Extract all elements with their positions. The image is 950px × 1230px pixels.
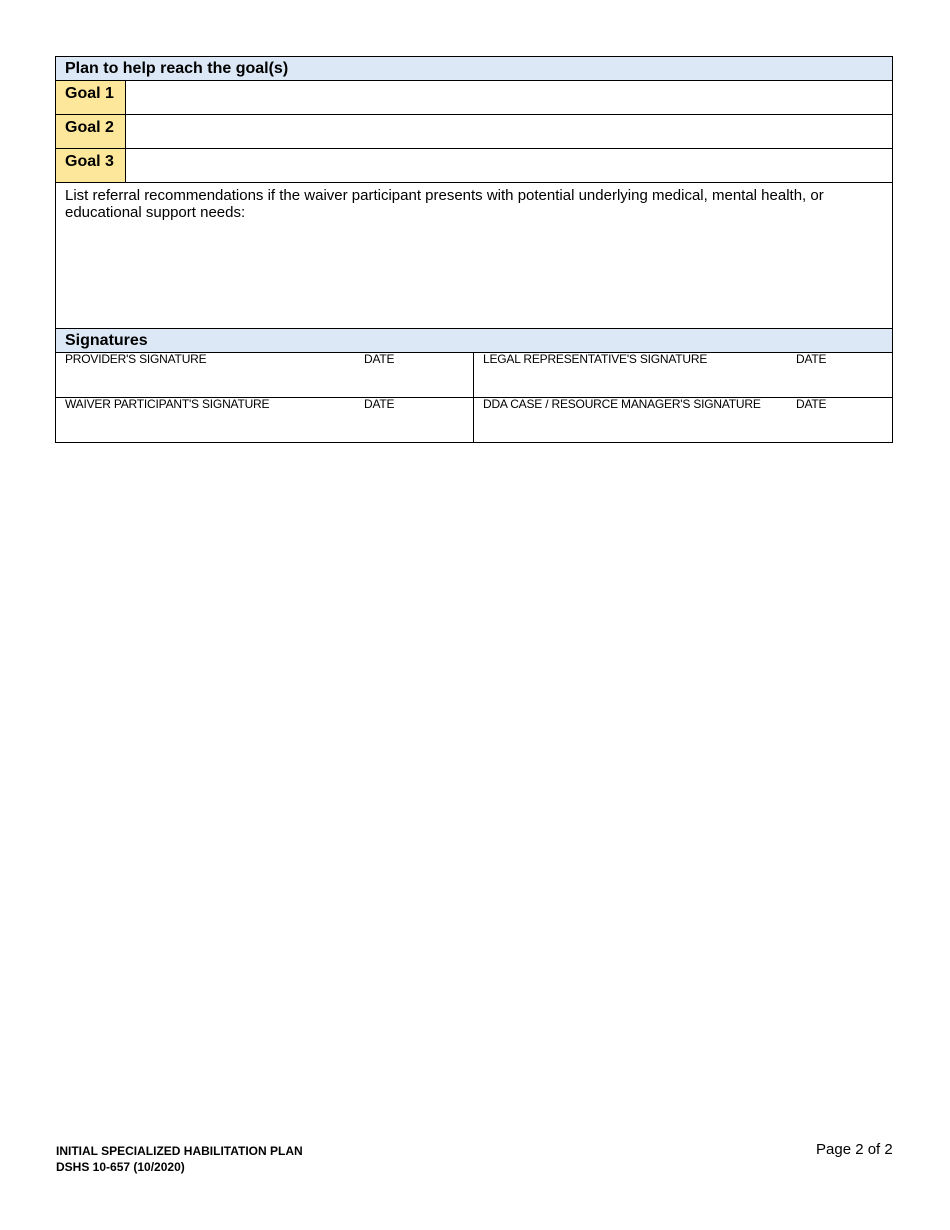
footer-form-title: INITIAL SPECIALIZED HABILITATION PLAN xyxy=(56,1144,303,1158)
participant-signature-field[interactable] xyxy=(56,398,474,442)
participant-signature-label: WAIVER PARTICIPANT'S SIGNATURE xyxy=(65,397,270,411)
signatures-section-header: Signatures xyxy=(56,329,892,353)
participant-date-label: DATE xyxy=(364,397,395,411)
plan-section-header: Plan to help reach the goal(s) xyxy=(56,57,892,81)
page-number: Page 2 of 2 xyxy=(816,1141,893,1158)
goal-1-label: Goal 1 xyxy=(56,81,126,114)
signature-row xyxy=(56,398,892,442)
provider-signature-label: PROVIDER'S SIGNATURE xyxy=(65,352,207,366)
goal-1-field[interactable] xyxy=(126,81,892,114)
goal-3-label: Goal 3 xyxy=(56,149,126,182)
goal-2-label: Goal 2 xyxy=(56,115,126,148)
goal-3-field[interactable] xyxy=(126,149,892,182)
legal-representative-signature-field[interactable] xyxy=(474,353,892,397)
referral-recommendations-field[interactable] xyxy=(56,183,892,329)
goal-row xyxy=(56,81,892,115)
referral-prompt: List referral recommendations if the waiver participant presents with potential underlying medical, mental health, or educational support needs: xyxy=(65,187,824,221)
case-manager-signature-label: DDA CASE / RESOURCE MANAGER'S SIGNATURE xyxy=(483,397,761,411)
provider-date-label: DATE xyxy=(364,352,395,366)
case-manager-date-label: DATE xyxy=(796,397,827,411)
goal-row xyxy=(56,149,892,183)
habilitation-plan-form xyxy=(55,56,893,443)
goal-row xyxy=(56,115,892,149)
case-manager-signature-field[interactable] xyxy=(474,398,892,442)
legal-representative-signature-label: LEGAL REPRESENTATIVE'S SIGNATURE xyxy=(483,352,708,366)
legal-representative-date-label: DATE xyxy=(796,352,827,366)
goal-2-field[interactable] xyxy=(126,115,892,148)
signature-row xyxy=(56,353,892,398)
provider-signature-field[interactable] xyxy=(56,353,474,397)
footer-form-code: DSHS 10-657 (10/2020) xyxy=(56,1160,185,1174)
